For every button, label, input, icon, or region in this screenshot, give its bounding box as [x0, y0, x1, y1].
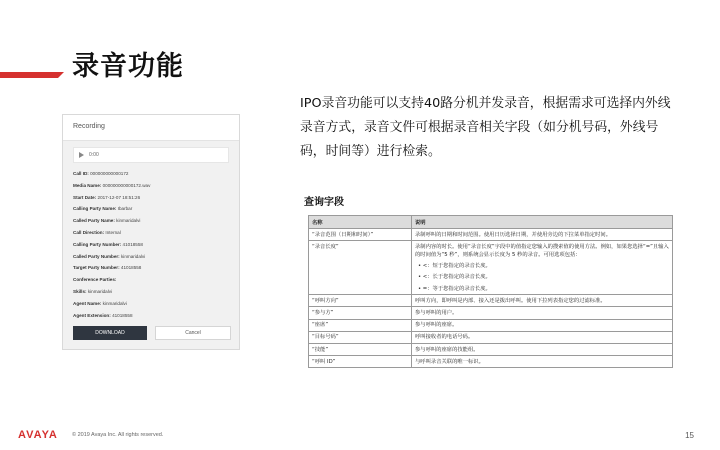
field-label: Calling Party Number: [73, 241, 122, 247]
field-desc-text: 参与呼叫的座席。 [415, 322, 458, 329]
field-desc-cell [412, 344, 673, 356]
field-name-cell: “目标号码” [309, 331, 412, 343]
table-row [309, 229, 673, 241]
recording-actions [73, 326, 231, 340]
field-name-cell: “呼叫 ID” [309, 356, 412, 368]
table-header-name: 名称 [309, 216, 412, 229]
query-fields-table [308, 215, 673, 368]
recording-field-row [73, 227, 229, 239]
field-value: kinmaridalvi [116, 218, 141, 224]
player-time: 0:00 [89, 152, 99, 158]
avaya-logo: AVAYA [18, 429, 58, 441]
page-number: 15 [685, 431, 694, 440]
field-desc-bullet: • <：长于您指定的录音长度。 [418, 274, 491, 281]
field-label: Call ID: [73, 171, 89, 176]
copyright-text: © 2019 Avaya Inc. All rights reserved. [72, 432, 164, 438]
field-value: Ibarbar [117, 206, 133, 212]
table-header-desc: 说明 [412, 216, 673, 229]
field-desc-cell [412, 229, 673, 241]
table-row [309, 307, 673, 319]
recording-field-row [73, 168, 229, 180]
play-icon[interactable] [79, 152, 84, 158]
recording-field-row [73, 310, 229, 322]
field-label: Start Date: [73, 194, 97, 200]
recording-field-row [73, 274, 229, 286]
field-desc-text: 与呼叫录音关联的唯一标识。 [415, 358, 484, 365]
field-value: kinmaridalvi [121, 253, 146, 259]
field-desc-bullet: • <：短于您指定的录音长度。 [418, 263, 491, 270]
query-fields-title: 查询字段 [304, 197, 344, 208]
field-name-cell: “录音长度” [309, 241, 412, 295]
field-desc-text: 录制内容的时长。使用“录音长度”字段中的值指定您输入的搜索值的使用方法。例如，如果您选择“=”且输入的时间值为“5 秒”，则系统会显示长度为 5 秒的录音。可用选项包括： [415, 243, 669, 258]
field-desc-cell [412, 295, 673, 307]
accent-bar [0, 72, 58, 78]
recording-field-row [73, 215, 229, 227]
download-button[interactable]: DOWNLOAD [73, 326, 147, 340]
field-name-cell: “参与方” [309, 307, 412, 319]
field-desc-cell [412, 331, 673, 343]
field-value: 41018558 [112, 312, 133, 318]
field-label: Conference Parties: [73, 277, 117, 283]
field-name-cell: “座席” [309, 319, 412, 331]
field-desc-bullet: • =：等于您指定的录音长度。 [418, 285, 491, 292]
recording-field-row [73, 286, 229, 298]
field-value: 41018558 [122, 241, 143, 247]
field-value: kinmaridalvi [102, 300, 127, 306]
recording-field-row [73, 180, 229, 192]
slide-description: IPO录音功能可以支持40路分机并发录音，根据需求可选择内外线录音方式，录音文件可根据录音相关字段（如分机号码，外线号码，时间等）进行检索。 [300, 96, 671, 159]
table-row [309, 241, 673, 295]
table-row [309, 295, 673, 307]
recording-panel-title: Recording [63, 115, 239, 141]
field-label: Called Party Number: [73, 253, 120, 259]
recording-panel [62, 114, 240, 350]
field-name-cell: “呼叫方向” [309, 295, 412, 307]
field-name-cell: “技能” [309, 344, 412, 356]
field-label: Agent Name: [73, 300, 102, 306]
field-label: Skills: [73, 288, 87, 294]
field-desc-text: 呼叫方向，即呼叫是内部、接入还是拨出呼叫。使用下拉列表指定您的过滤标准。 [415, 297, 606, 304]
recording-fields [73, 168, 229, 321]
recording-field-row [73, 262, 229, 274]
field-desc-cell [412, 356, 673, 368]
field-name-cell: “录音范围（日期和时间）” [309, 229, 412, 241]
field-desc-cell [412, 241, 673, 295]
field-desc-text: 呼叫接收者的电话号码。 [415, 334, 474, 341]
recording-field-row [73, 298, 229, 310]
field-value: 000000000000172 [90, 171, 129, 176]
field-label: Agent Extension: [73, 312, 111, 318]
field-value: 41018558 [120, 265, 142, 271]
table-row [309, 331, 673, 343]
recording-field-row [73, 251, 229, 263]
table-row [309, 319, 673, 331]
field-label: Calling Party Name: [73, 206, 117, 212]
recording-field-row [73, 192, 229, 204]
field-label: Called Party Name: [73, 218, 115, 224]
recording-field-row [73, 239, 229, 251]
field-label: Target Party Number: [73, 265, 120, 271]
field-desc-text: 录制呼叫的日期和时间范围。使用日历选择日期，并使用旁边的下拉菜单指定时间。 [415, 231, 611, 238]
field-desc-cell [412, 307, 673, 319]
audio-player[interactable] [73, 147, 229, 163]
field-value: 000000000000172.wav [102, 182, 151, 188]
table-row [309, 344, 673, 356]
field-value: kinmaridalvi [87, 288, 113, 294]
recording-field-row [73, 203, 229, 215]
cancel-button[interactable]: Cancel [155, 326, 231, 340]
field-value: 2017-12-07 18:51:26 [97, 194, 141, 200]
field-desc-text: 参与呼叫的用户。 [415, 309, 458, 316]
field-label: Call Direction: [73, 229, 105, 235]
field-desc-text: 参与呼叫的座席的技能组。 [415, 346, 479, 353]
slide-title: 录音功能 [72, 51, 184, 82]
table-row [309, 356, 673, 368]
field-value: Internal [105, 229, 121, 235]
field-desc-cell [412, 319, 673, 331]
field-label: Media Name: [73, 182, 102, 188]
